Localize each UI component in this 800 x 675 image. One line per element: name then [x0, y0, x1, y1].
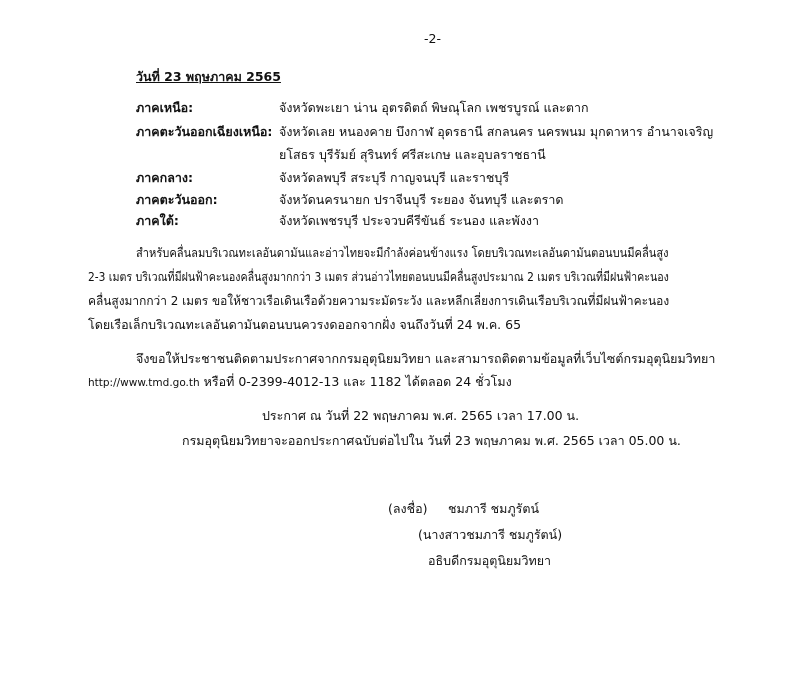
region-provinces-northeast-line1: จังหวัดเลย หนองคาย บึงกาฬ อุดรธานี สกลนคร นครพนม มุกดาหาร อำนาจเจริญ	[279, 124, 714, 139]
signature-full-name: (นางสาวชมภารี ชมภูรัตน์)	[418, 527, 563, 542]
region-provinces-south: จังหวัดเพชรบุรี ประจวบคีรีขันธ์ ระนอง และพังงา	[279, 213, 539, 228]
page-number: -2-	[424, 31, 441, 46]
signature-signed-name: ชมภารี ชมภูรัตน์	[448, 501, 540, 516]
advisory-line1: จึงขอให้ประชาชนติดตามประกาศจากกรมอุตุนิยมวิทยา และสามารถติดตามข้อมูลที่เว็บไซต์กรมอุตุนิยมวิทยา	[136, 351, 716, 366]
region-provinces-northeast-line2: ยโสธร บุรีรัมย์ สุรินทร์ ศรีสะเกษ และอุบลราชธานี	[279, 147, 546, 162]
region-label-north: ภาคเหนือ:	[136, 100, 194, 115]
wave-paragraph-line2: 2-3 เมตร บริเวณที่มีฝนฟ้าคะนองคลื่นสูงมากกว่า 3 เมตร ส่วนอ่าวไทยตอนบนมีคลื่นสูงประมาณ 2 เมตร บริเวณที่มีฝนฟ้าคะนอง	[88, 269, 669, 284]
region-label-central: ภาคกลาง:	[136, 170, 193, 185]
region-provinces-east: จังหวัดนครนายก ปราจีนบุรี ระยอง จันทบุรี และตราด	[279, 192, 564, 207]
date-heading: วันที่ 23 พฤษภาคม 2565	[136, 69, 281, 84]
tmd-website-link[interactable]: http://www.tmd.go.th	[88, 377, 200, 389]
region-label-northeast: ภาคตะวันออกเฉียงเหนือ:	[136, 124, 273, 139]
wave-paragraph-line4: โดยเรือเล็กบริเวณทะเลอันดามันตอนบนควรงดออกจากฝั่ง จนถึงวันที่ 24 พ.ค. 65	[88, 317, 522, 332]
signature-signed-label: (ลงชื่อ)	[388, 501, 428, 516]
region-label-east: ภาคตะวันออก:	[136, 192, 218, 207]
advisory-phone-text: หรือที่ 0-2399-4012-13 และ 1182 ได้ตลอด 24 ชั่วโมง	[199, 374, 512, 389]
region-provinces-central: จังหวัดลพบุรี สระบุรี กาญจนบุรี และราชบุรี	[279, 170, 510, 185]
wave-paragraph-line3: คลื่นสูงมากกว่า 2 เมตร ขอให้ชาวเรือเดินเรือด้วยความระมัดระวัง และหลีกเลี่ยงการเดินเรือบริเวณที่มีฝนฟ้าคะนอง	[88, 293, 670, 308]
region-label-south: ภาคใต้:	[136, 213, 179, 228]
announcement-next: กรมอุตุนิยมวิทยาจะออกประกาศฉบับต่อไปใน วันที่ 23 พฤษภาคม พ.ศ. 2565 เวลา 05.00 น.	[182, 433, 681, 448]
wave-paragraph-line1: สำหรับคลื่นลมบริเวณทะเลอันดามันและอ่าวไทยจะมีกำลังค่อนข้างแรง โดยบริเวณทะเลอันดามันตอนบนมีคลื่นสูง	[136, 245, 669, 260]
signature-position: อธิบดีกรมอุตุนิยมวิทยา	[428, 553, 552, 568]
advisory-line2	[88, 373, 512, 392]
announcement-issued: ประกาศ ณ วันที่ 22 พฤษภาคม พ.ศ. 2565 เวลา 17.00 น.	[262, 408, 580, 423]
region-provinces-north: จังหวัดพะเยา น่าน อุตรดิตถ์ พิษณุโลก เพชรบูรณ์ และตาก	[279, 100, 589, 115]
